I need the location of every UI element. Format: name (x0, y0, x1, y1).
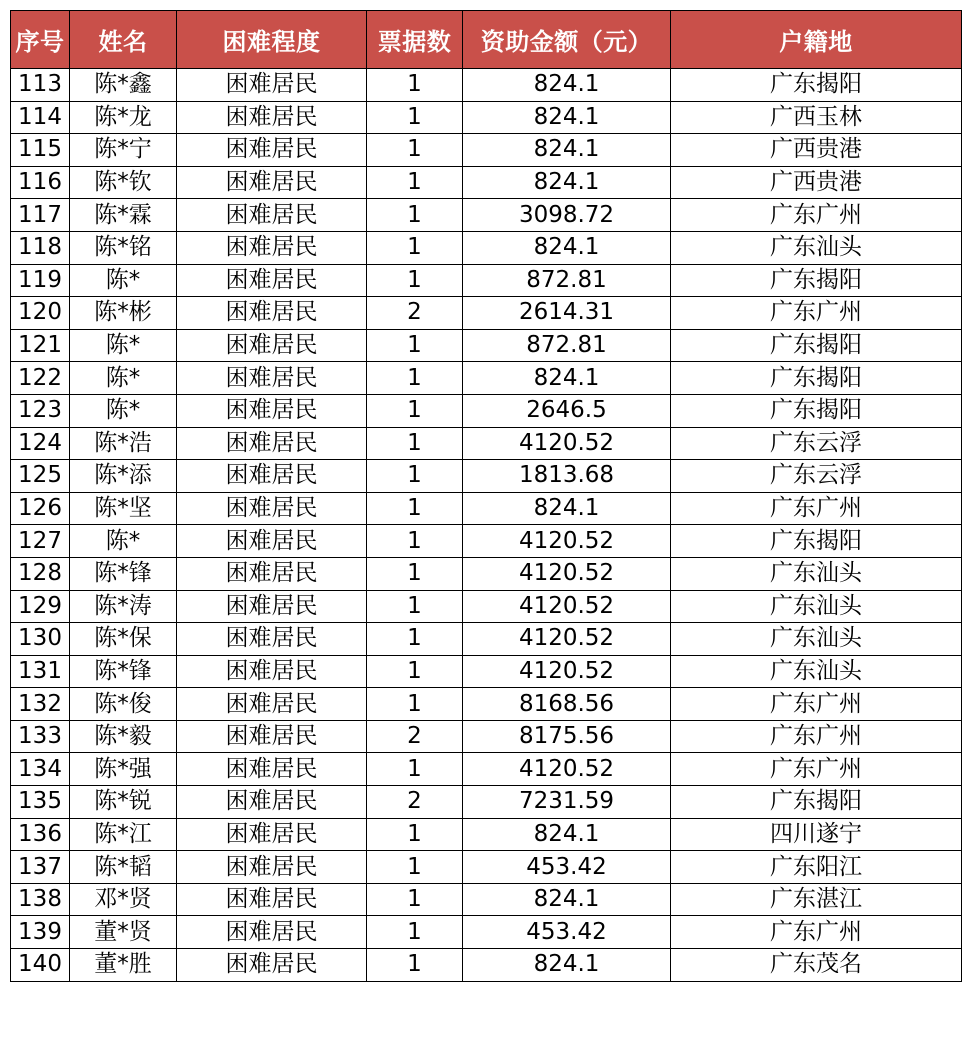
hometown-cell[interactable]: 广东揭阳 (671, 786, 962, 819)
difficulty-cell[interactable]: 困难居民 (177, 427, 367, 460)
difficulty-cell[interactable]: 困难居民 (177, 199, 367, 232)
hometown-cell[interactable]: 广东揭阳 (671, 394, 962, 427)
hometown-cell[interactable]: 广东汕头 (671, 557, 962, 590)
difficulty-cell[interactable]: 困难居民 (177, 69, 367, 102)
seq-cell[interactable]: 134 (11, 753, 70, 786)
table-row (11, 394, 962, 427)
receipts-cell[interactable]: 1 (367, 525, 463, 558)
seq-cell[interactable]: 131 (11, 655, 70, 688)
receipts-cell[interactable]: 1 (367, 199, 463, 232)
receipts-cell[interactable]: 1 (367, 134, 463, 167)
hometown-cell[interactable]: 广东揭阳 (671, 525, 962, 558)
name-cell[interactable]: 陈*韬 (70, 851, 177, 884)
amount-cell[interactable]: 4120.52 (463, 525, 671, 558)
table-row (11, 786, 962, 819)
name-cell[interactable]: 陈*江 (70, 818, 177, 851)
hometown-cell[interactable]: 广东湛江 (671, 883, 962, 916)
table-row (11, 101, 962, 134)
table-row (11, 557, 962, 590)
seq-cell[interactable]: 136 (11, 818, 70, 851)
name-cell[interactable]: 陈* (70, 362, 177, 395)
seq-cell[interactable]: 114 (11, 101, 70, 134)
amount-cell[interactable]: 7231.59 (463, 786, 671, 819)
seq-cell[interactable]: 118 (11, 231, 70, 264)
name-cell[interactable]: 陈*锋 (70, 557, 177, 590)
hometown-cell[interactable]: 广东汕头 (671, 231, 962, 264)
hometown-cell[interactable]: 广东云浮 (671, 460, 962, 493)
hometown-cell[interactable]: 广东汕头 (671, 623, 962, 656)
amount-cell[interactable]: 824.1 (463, 101, 671, 134)
difficulty-cell[interactable]: 困难居民 (177, 231, 367, 264)
name-cell[interactable]: 陈*宁 (70, 134, 177, 167)
name-cell[interactable]: 陈*霖 (70, 199, 177, 232)
hometown-cell[interactable]: 广东云浮 (671, 427, 962, 460)
difficulty-cell[interactable]: 困难居民 (177, 623, 367, 656)
name-cell[interactable]: 陈*彬 (70, 297, 177, 330)
amount-cell[interactable]: 824.1 (463, 231, 671, 264)
receipts-cell[interactable]: 1 (367, 688, 463, 721)
table-row (11, 427, 962, 460)
name-cell[interactable]: 董*胜 (70, 949, 177, 982)
receipts-cell[interactable]: 1 (367, 590, 463, 623)
amount-cell[interactable]: 3098.72 (463, 199, 671, 232)
name-cell[interactable]: 董*贤 (70, 916, 177, 949)
name-cell[interactable]: 陈*涛 (70, 590, 177, 623)
header-cell-receipts: 票据数 (367, 11, 463, 69)
aid-recipients-table (10, 10, 962, 982)
amount-cell[interactable]: 453.42 (463, 916, 671, 949)
seq-cell[interactable]: 123 (11, 394, 70, 427)
hometown-cell[interactable]: 广东广州 (671, 753, 962, 786)
receipts-cell[interactable]: 1 (367, 69, 463, 102)
seq-cell[interactable]: 113 (11, 69, 70, 102)
difficulty-cell[interactable]: 困难居民 (177, 590, 367, 623)
amount-cell[interactable]: 824.1 (463, 492, 671, 525)
seq-cell[interactable]: 137 (11, 851, 70, 884)
receipts-cell[interactable]: 1 (367, 329, 463, 362)
seq-cell[interactable]: 120 (11, 297, 70, 330)
table-row (11, 818, 962, 851)
receipts-cell[interactable]: 1 (367, 101, 463, 134)
amount-cell[interactable]: 4120.52 (463, 590, 671, 623)
difficulty-cell[interactable]: 困难居民 (177, 492, 367, 525)
hometown-cell[interactable]: 广东揭阳 (671, 329, 962, 362)
receipts-cell[interactable]: 2 (367, 297, 463, 330)
name-cell[interactable]: 陈* (70, 394, 177, 427)
name-cell[interactable]: 陈*鑫 (70, 69, 177, 102)
seq-cell[interactable]: 126 (11, 492, 70, 525)
seq-cell[interactable]: 115 (11, 134, 70, 167)
difficulty-cell[interactable]: 困难居民 (177, 166, 367, 199)
seq-cell[interactable]: 128 (11, 557, 70, 590)
table-row (11, 525, 962, 558)
seq-cell[interactable]: 140 (11, 949, 70, 982)
difficulty-cell[interactable]: 困难居民 (177, 818, 367, 851)
hometown-cell[interactable]: 广东广州 (671, 720, 962, 753)
seq-cell[interactable]: 121 (11, 329, 70, 362)
amount-cell[interactable]: 4120.52 (463, 427, 671, 460)
receipts-cell[interactable]: 1 (367, 427, 463, 460)
table-row (11, 916, 962, 949)
hometown-cell[interactable]: 广西玉林 (671, 101, 962, 134)
seq-cell[interactable]: 138 (11, 883, 70, 916)
seq-cell[interactable]: 127 (11, 525, 70, 558)
receipts-cell[interactable]: 1 (367, 166, 463, 199)
amount-cell[interactable]: 8175.56 (463, 720, 671, 753)
table-row (11, 753, 962, 786)
seq-cell[interactable]: 135 (11, 786, 70, 819)
table-row (11, 134, 962, 167)
name-cell[interactable]: 陈*坚 (70, 492, 177, 525)
amount-cell[interactable]: 2646.5 (463, 394, 671, 427)
table-row (11, 623, 962, 656)
receipts-cell[interactable]: 1 (367, 949, 463, 982)
table-row (11, 883, 962, 916)
amount-cell[interactable]: 1813.68 (463, 460, 671, 493)
receipts-cell[interactable]: 1 (367, 394, 463, 427)
difficulty-cell[interactable]: 困难居民 (177, 264, 367, 297)
amount-cell[interactable]: 824.1 (463, 949, 671, 982)
hometown-cell[interactable]: 广西贵港 (671, 134, 962, 167)
hometown-cell[interactable]: 广东揭阳 (671, 362, 962, 395)
receipts-cell[interactable]: 2 (367, 786, 463, 819)
difficulty-cell[interactable]: 困难居民 (177, 460, 367, 493)
seq-cell[interactable]: 129 (11, 590, 70, 623)
table-row (11, 231, 962, 264)
name-cell[interactable]: 陈*龙 (70, 101, 177, 134)
hometown-cell[interactable]: 广东广州 (671, 297, 962, 330)
name-cell[interactable]: 陈*浩 (70, 427, 177, 460)
receipts-cell[interactable]: 1 (367, 492, 463, 525)
hometown-cell[interactable]: 广东阳江 (671, 851, 962, 884)
receipts-cell[interactable]: 1 (367, 655, 463, 688)
table-row (11, 166, 962, 199)
hometown-cell[interactable]: 广东广州 (671, 688, 962, 721)
hometown-cell[interactable]: 广东揭阳 (671, 264, 962, 297)
seq-cell[interactable]: 116 (11, 166, 70, 199)
seq-cell[interactable]: 125 (11, 460, 70, 493)
table-row (11, 329, 962, 362)
name-cell[interactable]: 陈*铭 (70, 231, 177, 264)
receipts-cell[interactable]: 1 (367, 264, 463, 297)
amount-cell[interactable]: 453.42 (463, 851, 671, 884)
receipts-cell[interactable]: 1 (367, 753, 463, 786)
difficulty-cell[interactable]: 困难居民 (177, 329, 367, 362)
amount-cell[interactable]: 824.1 (463, 818, 671, 851)
name-cell[interactable]: 陈* (70, 264, 177, 297)
amount-cell[interactable]: 4120.52 (463, 655, 671, 688)
seq-cell[interactable]: 139 (11, 916, 70, 949)
seq-cell[interactable]: 124 (11, 427, 70, 460)
header-row (11, 11, 962, 69)
difficulty-cell[interactable]: 困难居民 (177, 753, 367, 786)
amount-cell[interactable]: 824.1 (463, 883, 671, 916)
table-row (11, 492, 962, 525)
seq-cell[interactable]: 119 (11, 264, 70, 297)
seq-cell[interactable]: 117 (11, 199, 70, 232)
amount-cell[interactable]: 2614.31 (463, 297, 671, 330)
name-cell[interactable]: 陈*俊 (70, 688, 177, 721)
difficulty-cell[interactable]: 困难居民 (177, 883, 367, 916)
table-row (11, 264, 962, 297)
name-cell[interactable]: 陈*添 (70, 460, 177, 493)
difficulty-cell[interactable]: 困难居民 (177, 557, 367, 590)
seq-cell[interactable]: 132 (11, 688, 70, 721)
table-row (11, 460, 962, 493)
difficulty-cell[interactable]: 困难居民 (177, 720, 367, 753)
hometown-cell[interactable]: 广东汕头 (671, 590, 962, 623)
name-cell[interactable]: 陈*钦 (70, 166, 177, 199)
hometown-cell[interactable]: 广东广州 (671, 916, 962, 949)
amount-cell[interactable]: 4120.52 (463, 623, 671, 656)
name-cell[interactable]: 陈*锐 (70, 786, 177, 819)
hometown-cell[interactable]: 广东广州 (671, 199, 962, 232)
table-row (11, 949, 962, 982)
table-row (11, 655, 962, 688)
receipts-cell[interactable]: 1 (367, 362, 463, 395)
amount-cell[interactable]: 4120.52 (463, 753, 671, 786)
receipts-cell[interactable]: 1 (367, 851, 463, 884)
table-row (11, 688, 962, 721)
receipts-cell[interactable]: 1 (367, 231, 463, 264)
difficulty-cell[interactable]: 困难居民 (177, 688, 367, 721)
difficulty-cell[interactable]: 困难居民 (177, 525, 367, 558)
amount-cell[interactable]: 4120.52 (463, 557, 671, 590)
amount-cell[interactable]: 824.1 (463, 166, 671, 199)
receipts-cell[interactable]: 1 (367, 557, 463, 590)
name-cell[interactable]: 陈*强 (70, 753, 177, 786)
hometown-cell[interactable]: 广西贵港 (671, 166, 962, 199)
difficulty-cell[interactable]: 困难居民 (177, 655, 367, 688)
header-cell-name: 姓名 (70, 11, 177, 69)
table-row (11, 199, 962, 232)
receipts-cell[interactable]: 1 (367, 818, 463, 851)
receipts-cell[interactable]: 1 (367, 623, 463, 656)
receipts-cell[interactable]: 2 (367, 720, 463, 753)
hometown-cell[interactable]: 广东茂名 (671, 949, 962, 982)
amount-cell[interactable]: 872.81 (463, 329, 671, 362)
difficulty-cell[interactable]: 困难居民 (177, 134, 367, 167)
receipts-cell[interactable]: 1 (367, 883, 463, 916)
name-cell[interactable]: 陈*保 (70, 623, 177, 656)
table-row (11, 362, 962, 395)
seq-cell[interactable]: 133 (11, 720, 70, 753)
name-cell[interactable]: 陈*毅 (70, 720, 177, 753)
amount-cell[interactable]: 8168.56 (463, 688, 671, 721)
hometown-cell[interactable]: 四川遂宁 (671, 818, 962, 851)
header-cell-seq: 序号 (11, 11, 70, 69)
seq-cell[interactable]: 122 (11, 362, 70, 395)
difficulty-cell[interactable]: 困难居民 (177, 297, 367, 330)
hometown-cell[interactable]: 广东广州 (671, 492, 962, 525)
header-cell-hometown: 户籍地 (671, 11, 962, 69)
table-body (11, 69, 962, 982)
amount-cell[interactable]: 824.1 (463, 134, 671, 167)
name-cell[interactable]: 陈*锋 (70, 655, 177, 688)
name-cell[interactable]: 邓*贤 (70, 883, 177, 916)
amount-cell[interactable]: 824.1 (463, 362, 671, 395)
amount-cell[interactable]: 872.81 (463, 264, 671, 297)
header-cell-difficulty: 困难程度 (177, 11, 367, 69)
difficulty-cell[interactable]: 困难居民 (177, 394, 367, 427)
difficulty-cell[interactable]: 困难居民 (177, 786, 367, 819)
hometown-cell[interactable]: 广东揭阳 (671, 69, 962, 102)
name-cell[interactable]: 陈* (70, 329, 177, 362)
amount-cell[interactable]: 824.1 (463, 69, 671, 102)
difficulty-cell[interactable]: 困难居民 (177, 362, 367, 395)
receipts-cell[interactable]: 1 (367, 460, 463, 493)
table-row (11, 297, 962, 330)
name-cell[interactable]: 陈* (70, 525, 177, 558)
table-row (11, 69, 962, 102)
receipts-cell[interactable]: 1 (367, 916, 463, 949)
difficulty-cell[interactable]: 困难居民 (177, 949, 367, 982)
difficulty-cell[interactable]: 困难居民 (177, 851, 367, 884)
table-row (11, 720, 962, 753)
table-row (11, 590, 962, 623)
difficulty-cell[interactable]: 困难居民 (177, 101, 367, 134)
table-row (11, 851, 962, 884)
hometown-cell[interactable]: 广东汕头 (671, 655, 962, 688)
difficulty-cell[interactable]: 困难居民 (177, 916, 367, 949)
header-cell-amount: 资助金额（元） (463, 11, 671, 69)
seq-cell[interactable]: 130 (11, 623, 70, 656)
